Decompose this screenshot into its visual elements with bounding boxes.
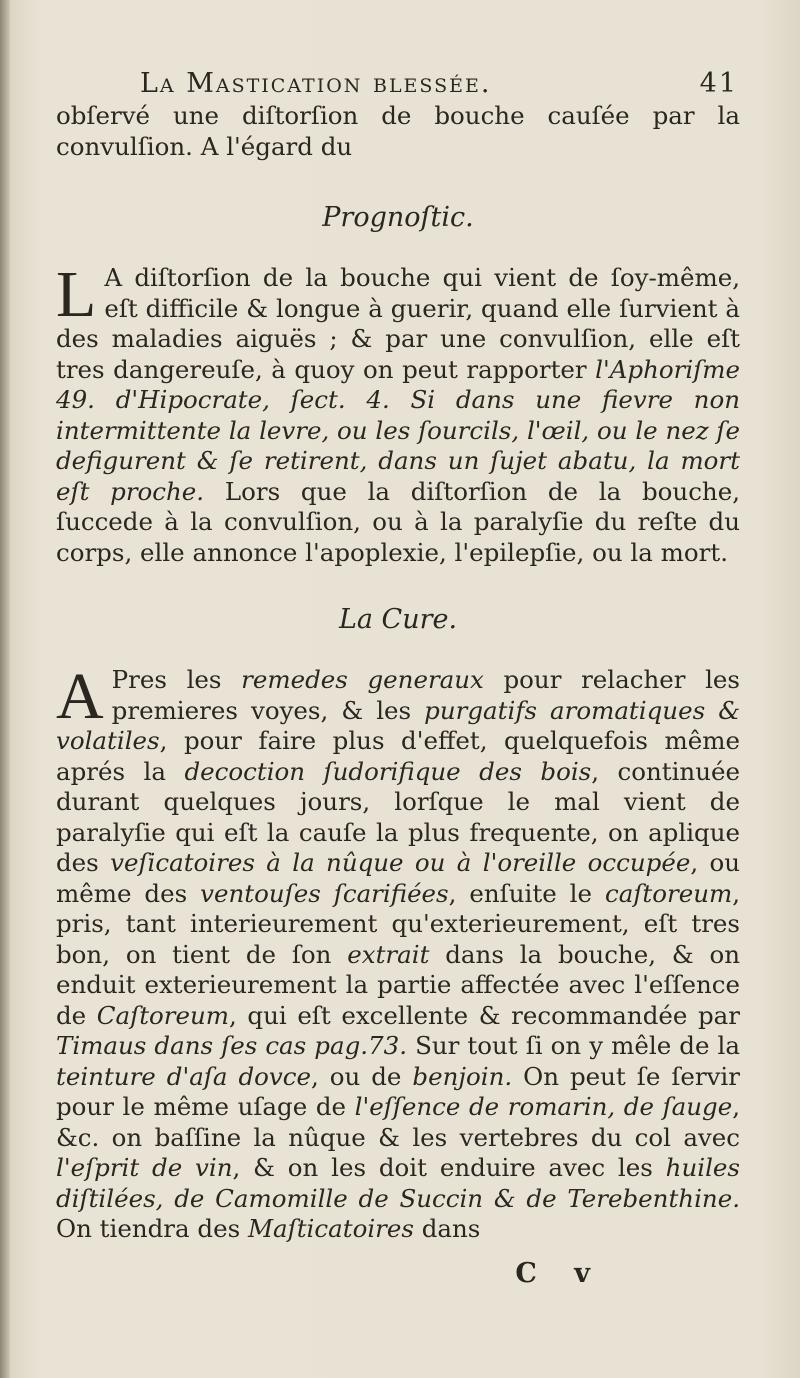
cure-text: , pris, tant interieurement qu'exterieurement, eſt tres bon, on tient de ſon [56, 878, 741, 969]
prognostic-text-b: l'Aphoriſme 49. d'Hipocrate, ſect. 4. Si dans une fievre non intermittente la levre, ou les ſourcils, l'œil, ou le nez ſe defigurent & ſe retirent, dans un ſujet abatu, la mort eſt proche. [56, 354, 740, 506]
cure-text: On peut ſe ſervir pour le même uſage de [56, 1061, 740, 1121]
intro-text: obſervé une diſtorſion de bouche cauſée par la convulſion. A l'égard du [56, 101, 740, 161]
running-head [56, 68, 740, 99]
cure-italic: huiles diſtilées, de Camomille de Succin & de Terebenthine. [56, 1153, 740, 1213]
cure-text: dans [413, 1214, 481, 1243]
cure-italic: purgatifs aromatiques & volatiles [56, 695, 741, 755]
cure-italic: remedes generaux [241, 665, 484, 694]
cure-text: , enſuite le [448, 878, 605, 908]
cure-text: , &c. on baſſine la nûque & les vertebres du col avec [56, 1092, 740, 1152]
cure-italic: Maſticatoires [247, 1214, 414, 1243]
cure-italic: teinture d'aſa dovce [56, 1061, 311, 1091]
dropcap-a: A [56, 660, 104, 733]
section-heading-prognostic: Prognoſtic. [322, 202, 474, 233]
cure-italic: benjoin. [412, 1061, 513, 1091]
cure-text: , ou de [310, 1061, 413, 1091]
cure-italic: l'eſſence de romarin, de ſauge [354, 1092, 733, 1121]
section-heading-cure: La Cure. [338, 604, 458, 635]
cure-italic: ventouſes ſcarifiées [200, 878, 449, 908]
cure-text: , continuée durant quelques jours, lorſque le mal vient de paralyſie qui eſt la cauſe la plus frequente, on aplique des [56, 756, 740, 877]
cure-italic: caſtoreum [605, 878, 733, 908]
dropcap-l: L [56, 258, 97, 331]
cure-italic: Timaus dans ſes cas pag.73. [56, 1031, 408, 1060]
cure-text: , ou même des [56, 848, 741, 908]
cure-text: dans la bouche, & on enduit exterieurement la partie affectée avec l'eſſence de [56, 939, 740, 1030]
cure-italic: veſicatoires à la nûque ou à l'oreille occupée [110, 848, 691, 877]
cure-text: pour relacher les premieres voyes, & les [111, 665, 740, 725]
cure-text: , pour faire plus d'effet, quelquefois même aprés la [56, 726, 740, 786]
cure-text: Pres les [111, 665, 242, 694]
cure-italic: l'eſprit de vin [56, 1153, 233, 1182]
cure-italic: extrait [347, 939, 430, 969]
cure-text: , qui eſt excellente & recommandée par [229, 1000, 740, 1030]
prognostic-text-c: Lors que la diſtorſion de la bouche, ſuccede à la convulſion, ou à la paralyſie du reſte du corps, elle annonce l'apoplexie, l'epilepſie, ou la mort. [56, 476, 740, 567]
cure-text: Sur tout ſi on y mêle de la [407, 1031, 740, 1060]
cure-paragraph [56, 660, 741, 1245]
signature-mark: C v [515, 1258, 604, 1289]
page-number: 41 [699, 68, 738, 99]
page-gutter [0, 0, 10, 1378]
prognostic-text-a: A diſtorſion de la bouche qui vient de ſoy-même, eſt difficile & longue à guerir, quand elle ſurvient à des maladies aiguës ; & par une convulſion, elle eſt tres dangereuſe, à quoy on peut rapporter [56, 263, 740, 384]
cure-text: On tiendra des [56, 1214, 248, 1243]
cure-text: , & on les doit enduire avec les [232, 1153, 666, 1182]
cure-italic: Caſtoreum [96, 1000, 230, 1030]
cure-italic: decoction ſudorifique des bois [184, 756, 592, 786]
running-title: La Mastication blessée. [140, 68, 492, 99]
prognostic-paragraph [56, 258, 740, 568]
